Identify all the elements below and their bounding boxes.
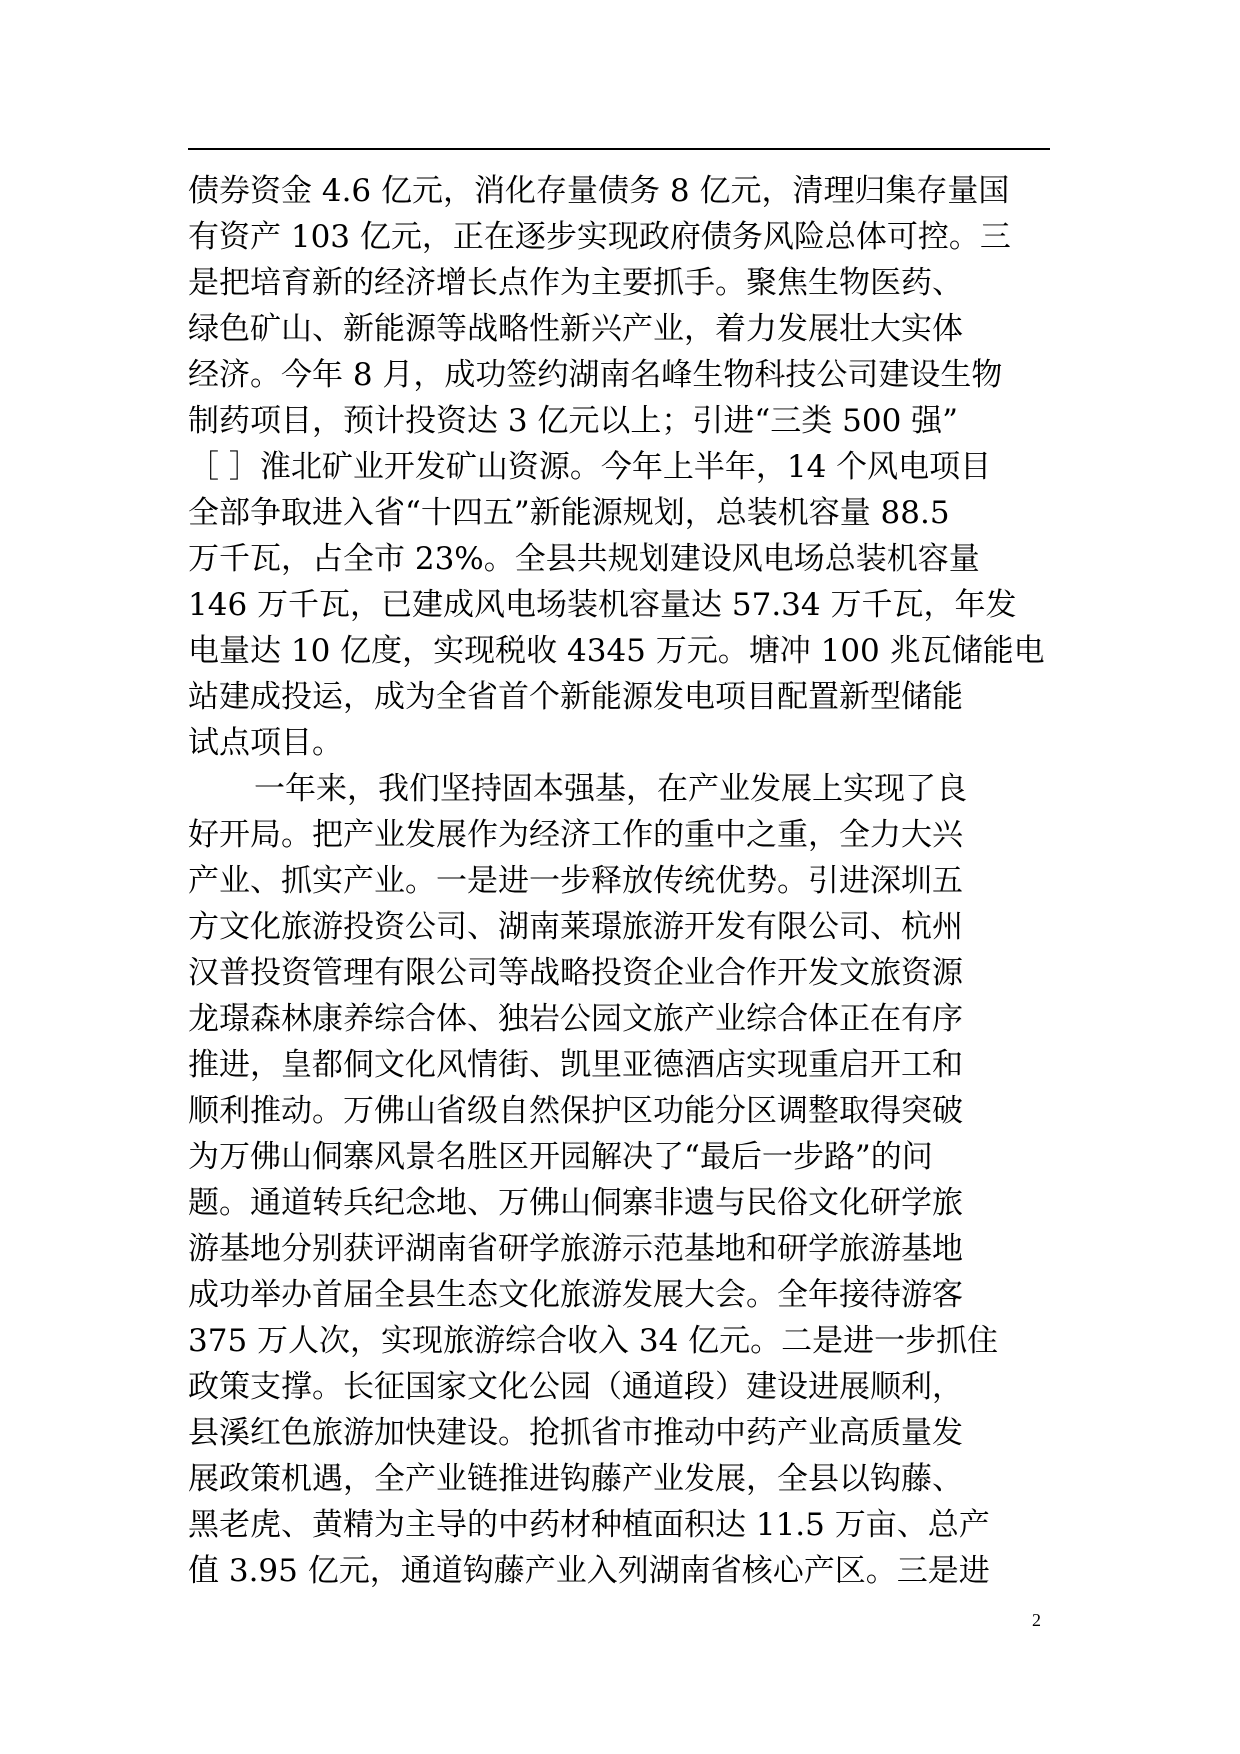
text-line: 是把培育新的经济增长点作为主要抓手。聚焦生物医药、 — [188, 265, 963, 301]
text-line: 县溪红色旅游加快建设。抢抓省市推动中药产业高质量发 — [188, 1415, 963, 1451]
text-line: 债券资金 4.6 亿元，消化存量债务 8 亿元，清理归集存量国 — [188, 173, 1010, 209]
header-rule — [188, 148, 1050, 150]
text-line: 146 万千瓦，已建成风电场装机容量达 57.34 万千瓦，年发 — [188, 587, 1017, 623]
text-line: 展政策机遇，全产业链推进钩藤产业发展，全县以钩藤、 — [188, 1461, 963, 1497]
text-line: 方文化旅游投资公司、湖南莱璟旅游开发有限公司、杭州 — [188, 909, 963, 945]
text-line: ［ ］淮北矿业开发矿山资源。今年上半年，14 个风电项目 — [188, 449, 992, 485]
text-line: 产业、抓实产业。一是进一步释放传统优势。引进深圳五 — [188, 863, 963, 899]
document-body — [188, 168, 1050, 1594]
text-line: 站建成投运，成为全省首个新能源发电项目配置新型储能 — [188, 679, 963, 715]
paragraph-first-line: 一年来，我们坚持固本强基，在产业发展上实现了良 — [254, 771, 967, 807]
text-line: 汉普投资管理有限公司等战略投资企业合作开发文旅资源 — [188, 955, 963, 991]
text-line: 电量达 10 亿度，实现税收 4345 万元。塘冲 100 兆瓦储能电 — [188, 633, 1045, 669]
text-line: 题。通道转兵纪念地、万佛山侗寨非遗与民俗文化研学旅 — [188, 1185, 963, 1221]
text-line: 好开局。把产业发展作为经济工作的重中之重，全力大兴 — [188, 817, 963, 853]
text-line: 试点项目。 — [188, 725, 343, 761]
text-line: 推进，皇都侗文化风情街、凯里亚德酒店实现重启开工和 — [188, 1047, 963, 1083]
text-line: 政策支撑。长征国家文化公园（通道段）建设进展顺利， — [188, 1369, 963, 1405]
text-line: 为万佛山侗寨风景名胜区开园解决了“最后一步路”的问 — [188, 1139, 933, 1175]
text-line: 有资产 103 亿元，正在逐步实现政府债务风险总体可控。三 — [188, 219, 1011, 255]
text-line: 万千瓦，占全市 23%。全县共规划建设风电场总装机容量 — [188, 541, 980, 577]
text-line: 值 3.95 亿元，通道钩藤产业入列湖南省核心产区。三是进 — [188, 1553, 990, 1589]
text-line: 经济。今年 8 月，成功签约湖南名峰生物科技公司建设生物 — [188, 357, 1003, 393]
text-line: 黑老虎、黄精为主导的中药材种植面积达 11.5 万亩、总产 — [188, 1507, 990, 1543]
text-line: 375 万人次，实现旅游综合收入 34 亿元。二是进一步抓住 — [188, 1323, 999, 1359]
text-line: 龙璟森林康养综合体、独岩公园文旅产业综合体正在有序 — [188, 1001, 963, 1037]
text-line: 全部争取进入省“十四五”新能源规划，总装机容量 88.5 — [188, 495, 950, 531]
page-number: 2 — [1032, 1610, 1041, 1630]
text-line: 顺利推动。万佛山省级自然保护区功能分区调整取得突破 — [188, 1093, 963, 1129]
text-line: 成功举办首届全县生态文化旅游发展大会。全年接待游客 — [188, 1277, 963, 1313]
text-line: 绿色矿山、新能源等战略性新兴产业，着力发展壮大实体 — [188, 311, 963, 347]
text-line: 制药项目，预计投资达 3 亿元以上；引进“三类 500 强” — [188, 403, 959, 439]
text-line: 游基地分别获评湖南省研学旅游示范基地和研学旅游基地 — [188, 1231, 963, 1267]
